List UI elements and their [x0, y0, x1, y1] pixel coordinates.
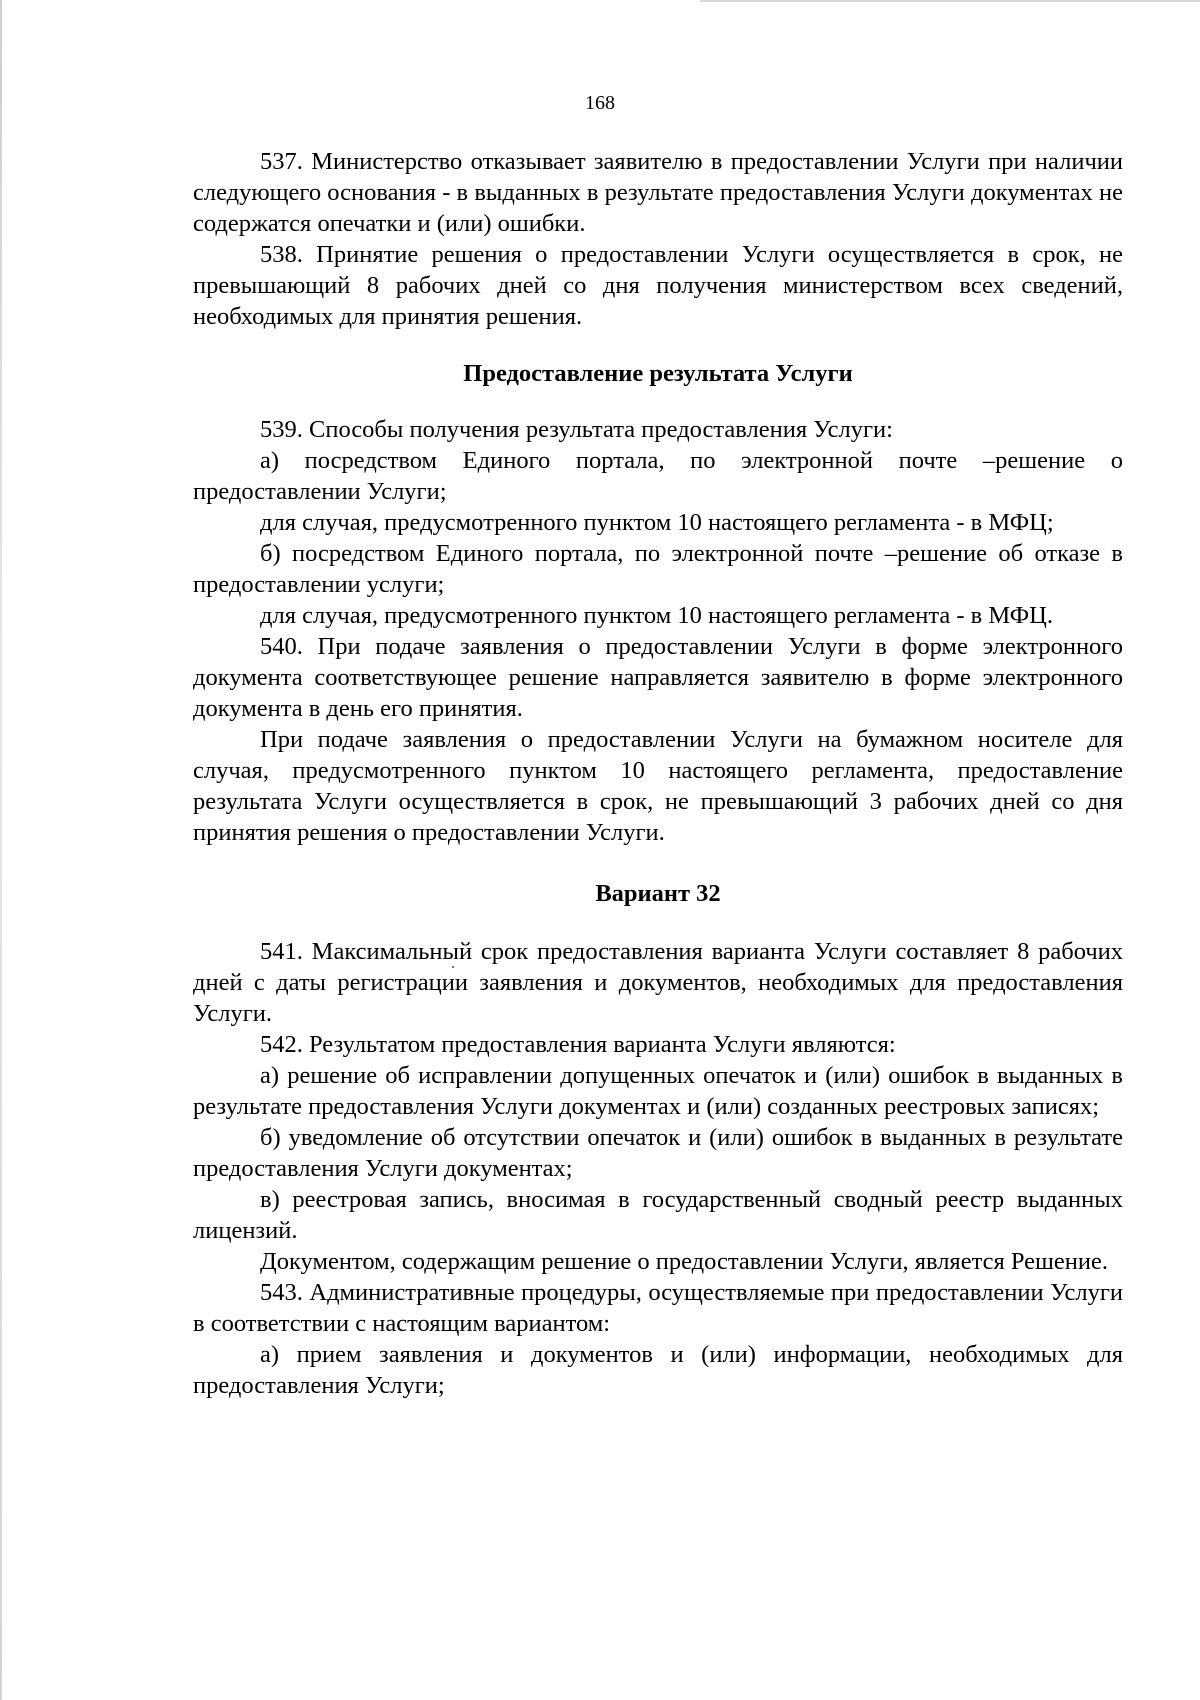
list-item-542-c: в) реестровая запись, вносимая в государственный сводный реестр выданных лицензий.	[193, 1186, 1123, 1244]
paragraph-541: 541. Максимальный срок предоставления варианта Услуги составляет 8 рабочих дней с даты регистрации заявления и документов, необходимых для предоставления Услуги.	[193, 938, 1123, 1027]
list-item-542-a: а) решение об исправлении допущенных опечаток и (или) ошибок в выданных в результате предоставления Услуги документах и (или) созданных реестровых записях;	[193, 1062, 1123, 1120]
paragraph-540-paper: При подаче заявления о предоставлении Услуги на бумажном носителе для случая, предусмотренного пунктом 10 настоящего регламента, предоставление результата Услуги осуществляется в срок, не превышающий 3 рабочих дней со дня принятия решения о предоставлении Услуги.	[193, 726, 1123, 846]
section-heading-variant-32: Вариант 32	[595, 880, 721, 907]
paragraph-539: 539. Способы получения результата предоставления Услуги:	[260, 416, 893, 443]
scan-edge-top	[700, 0, 1200, 2]
document-body	[193, 146, 1123, 1401]
page-number: 168	[585, 92, 615, 114]
list-item-539-a: а) посредством Единого портала, по электронной почте –решение о предоставлении Услуги;	[193, 447, 1123, 505]
list-item-539-b-mfc: для случая, предусмотренного пунктом 10 настоящего регламента - в МФЦ.	[260, 602, 1053, 629]
paragraph-538: 538. Принятие решения о предоставлении Услуги осуществляется в срок, не превышающий 8 рабочих дней со дня получения министерством всех сведений, необходимых для принятия решения.	[193, 241, 1123, 330]
paragraph-537: 537. Министерство отказывает заявителю в предоставлении Услуги при наличии следующего основания - в выданных в результате предоставления Услуги документах не содержатся опечатки и (или) ошибки.	[193, 148, 1123, 237]
section-heading-result: Предоставление результата Услуги	[463, 360, 853, 387]
paragraph-542: 542. Результатом предоставления варианта Услуги являются:	[260, 1031, 896, 1058]
paragraph-540: 540. При подаче заявления о предоставлении Услуги в форме электронного документа соответствующее решение направляется заявителю в форме электронного документа в день его принятия.	[193, 633, 1123, 722]
list-item-539-a-mfc: для случая, предусмотренного пунктом 10 настоящего регламента - в МФЦ;	[260, 509, 1054, 536]
list-item-539-b: б) посредством Единого портала, по электронной почте –решение об отказе в предоставлении услуги;	[193, 540, 1123, 598]
paragraph-542-decision: Документом, содержащим решение о предоставлении Услуги, является Решение.	[260, 1248, 1108, 1275]
paragraph-543: 543. Административные процедуры, осуществляемые при предоставлении Услуги в соответствии с настоящим вариантом:	[193, 1279, 1123, 1337]
scan-edge-left	[0, 0, 2, 1700]
list-item-543-a: а) прием заявления и документов и (или) информации, необходимых для предоставления Услуги;	[193, 1341, 1123, 1399]
list-item-542-b: б) уведомление об отсутствии опечаток и (или) ошибок в выданных в результате предоставления Услуги документах;	[193, 1124, 1123, 1182]
